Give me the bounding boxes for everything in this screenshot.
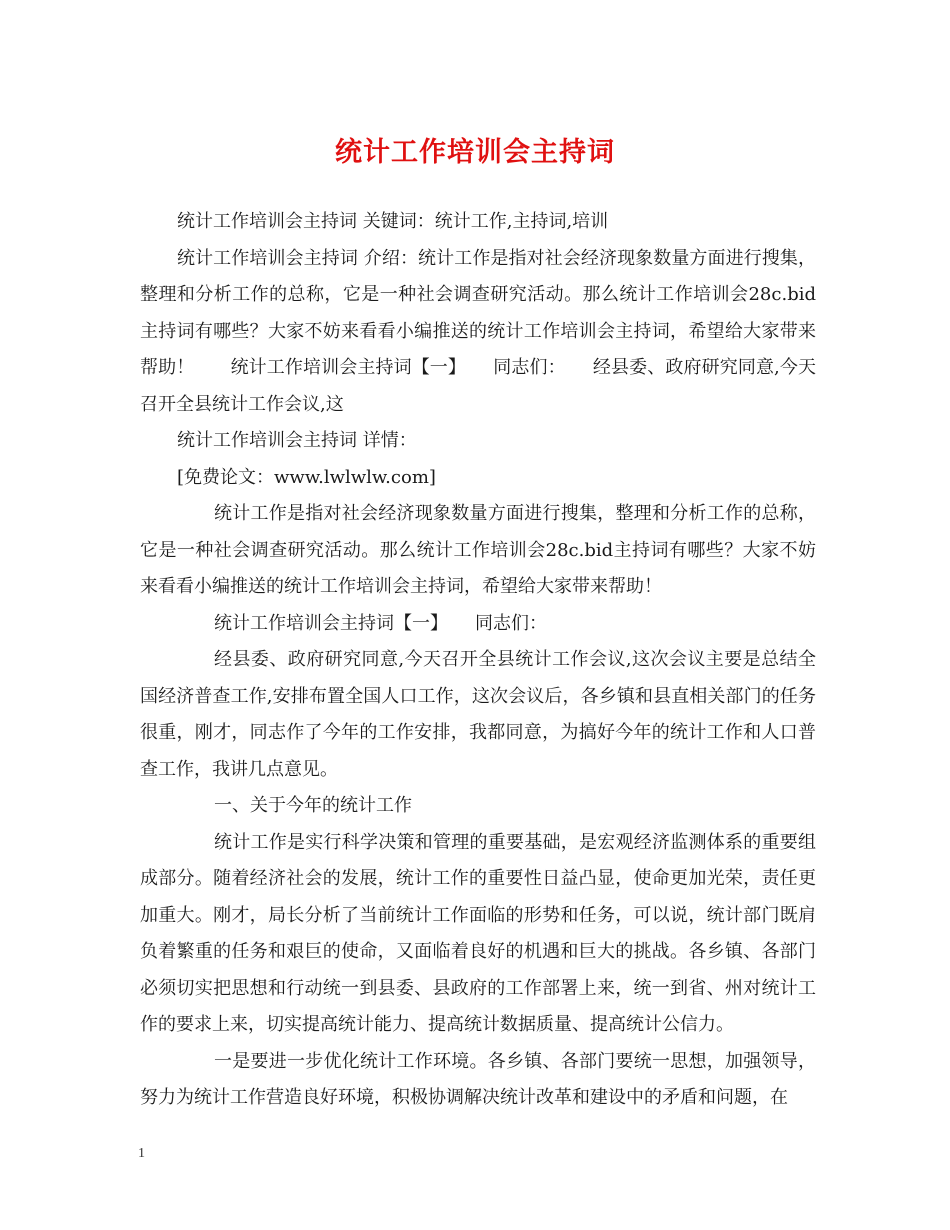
page-number: 1 [138, 1146, 145, 1161]
document-body [140, 204, 816, 1117]
details-label: 统计工作培训会主持词 详情： [177, 430, 417, 451]
document-title: 统计工作培训会主持词 [335, 137, 615, 168]
source-note: [免费论文：www.lwlwlw.com] [177, 466, 436, 488]
intro-paragraph: 统计工作培训会主持词 介绍：统计工作是指对社会经济现象数量方面进行搜集，整理和分析工作的总称，它是一种社会调查研究活动。那么统计工作培训会28c.bid主持词有哪些？大家不妨来看看小编推送的统计工作培训会主持词，希望给大家带来帮助！ 统计工作培训会主持词【一】 同志们： 经县委、政府研究同意,今天召开全县统计工作会议,这 [140, 247, 816, 415]
section-heading-statistics-work: 一、关于今年的统计工作 [214, 795, 412, 816]
body-paragraph: 经县委、政府研究同意,今天召开全县统计工作会议,这次会议主要是总结全国经济普查工作,安排布置全国人口工作，这次会议后，各乡镇和县直相关部门的任务很重，刚才，同志作了今年的工作安排，我都同意，为搞好今年的统计工作和人口普查工作，我讲几点意见。 [140, 649, 816, 780]
body-paragraph: 一是要进一步优化统计工作环境。各乡镇、各部门要统一思想，加强领导，努力为统计工作营造良好环境，积极协调解决统计改革和建设中的矛盾和问题，在 [140, 1050, 816, 1108]
section-heading-speech-one: 统计工作培训会主持词【一】 同志们： [214, 612, 547, 634]
keywords-paragraph: 统计工作培训会主持词 关键词：统计工作,主持词,培训 [177, 211, 609, 232]
body-paragraph: 统计工作是实行科学决策和管理的重要基础，是宏观经济监测体系的重要组成部分。随着经济社会的发展，统计工作的重要性日益凸显，使命更加光荣，责任更加重大。刚才，局长分析了当前统计工作面临的形势和任务，可以说，统计部门既肩负着繁重的任务和艰巨的使命，又面临着良好的机遇和巨大的挑战。各乡镇、各部门必须切实把思想和行动统一到县委、县政府的工作部署上来，统一到省、州对统计工作的要求上来，切实提高统计能力、提高统计数据质量、提高统计公信力。 [140, 831, 816, 1035]
body-paragraph: 统计工作是指对社会经济现象数量方面进行搜集，整理和分析工作的总称，它是一种社会调查研究活动。那么统计工作培训会28c.bid主持词有哪些？大家不妨来看看小编推送的统计工作培训会主持词，希望给大家带来帮助！ [140, 503, 816, 597]
